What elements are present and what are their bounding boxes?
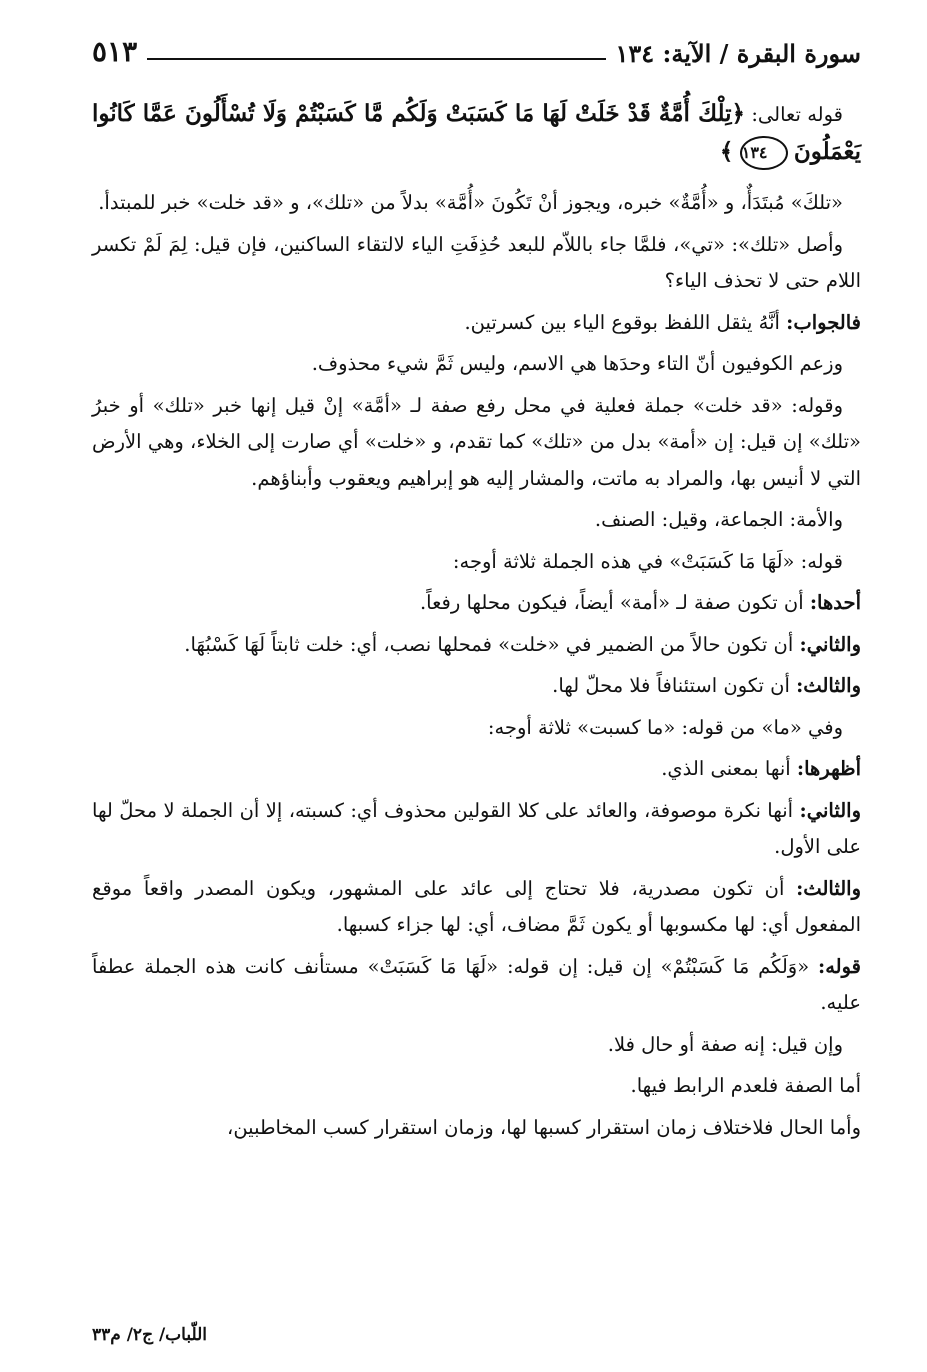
paragraph xyxy=(92,585,861,622)
surah-ayah-title: سورة البقرة / الآية: ١٣٤ xyxy=(615,39,861,68)
paragraph-text: وإن قيل: إنه صفة أو حال فلا. xyxy=(607,1032,843,1056)
paragraph xyxy=(92,227,861,300)
ayah-number-badge: ١٣٤ xyxy=(740,136,788,170)
paragraph-text: وزعم الكوفيون أنّ التاء وحدَها هي الاسم، وليس ثَمَّ شيء محذوف. xyxy=(311,352,843,375)
paragraph-lead: والثالث: xyxy=(796,876,861,900)
paragraph-text: وأصل «تلك»: «تي»، فلمَّا جاء باللاّم للبعد حُذِفَتِ الياء لالتقاء الساكنين، فإن قيل: لِمَ لَمْ تكسر اللام حتى لا تحذف الياء؟ xyxy=(92,232,861,292)
page-body xyxy=(92,96,861,1151)
paragraph xyxy=(92,305,861,342)
paragraph-text: «تلكَ» مُبتَدَأٌ، و «أُمَّةٌ» خبره، ويجوز أنْ تَكُونَ «أُمَّة» بدلاً من «تلك»، و «قد خلت» خبر للمبتدأ. xyxy=(98,191,843,214)
paragraph-lead: والثاني: xyxy=(799,798,861,822)
paragraph xyxy=(92,710,861,747)
paragraph-text: أنها بمعنى الذي. xyxy=(661,757,791,780)
paragraph-text: قوله: «لَهَا مَا كَسَبَتْ» في هذه الجملة ثلاثة أوجه: xyxy=(452,549,843,573)
paragraph xyxy=(92,1027,861,1064)
paragraph-lead: أظهرها: xyxy=(796,757,861,780)
paragraph-lead: والثاني: xyxy=(799,632,861,656)
paragraph-lead: فالجواب: xyxy=(786,310,861,334)
paragraph xyxy=(92,871,861,944)
paragraph xyxy=(92,502,861,539)
paragraph-lead: والثالث: xyxy=(796,674,861,697)
paragraph-lead: قوله: xyxy=(818,954,861,978)
paragraph-text: وأما الحال فلاختلاف زمان استقرار كسبها لها، وزمان استقرار كسب المخاطبين، xyxy=(227,1115,861,1139)
paragraph xyxy=(92,185,861,222)
paragraph xyxy=(92,1110,861,1147)
paragraph xyxy=(92,668,861,705)
paragraph xyxy=(92,949,861,1022)
header-rule xyxy=(147,58,605,60)
paragraph-text: «وَلَكُم مَا كَسَبْتُمْ» إن قيل: إن قوله: «لَهَا مَا كَسَبَتْ» مستأنف كانت هذه الجملة عطفاً عليه. xyxy=(92,954,861,1014)
paragraph-text: أنها نكرة موصوفة، والعائد على كلا القولين محذوف أي: كسبته، إلا أن الجملة لا محلّ لها على الأول. xyxy=(92,798,861,858)
paragraph-text: أنَّهُ يثقل اللفظ بوقوع الياء بين كسرتين. xyxy=(464,310,780,334)
paragraph-text: أن تكون صفة لـ «أمة» أيضاً، فيكون محلها رفعاً. xyxy=(419,591,804,614)
volume-signature: اللّباب/ ج٢/ م٣٣ xyxy=(92,1325,208,1345)
paragraph xyxy=(92,793,861,866)
paragraph xyxy=(92,627,861,664)
paragraph-text: أن تكون مصدرية، فلا تحتاج إلى عائد على المشهور، ويكون المصدر واقعاً موقع المفعول أي: لها مكسوبها أو يكون ثَمَّ مضاف، أي: لها جزاء كسبها. xyxy=(92,876,861,936)
paragraph xyxy=(92,1068,861,1105)
verse-paragraph xyxy=(92,96,861,171)
quran-verse: ﴿تِلْكَ أُمَّةٌ قَدْ خَلَتْ لَهَا مَا كَسَبَتْ وَلَكُم مَّا كَسَبْتُمْ وَلَا تُسْأَلُونَ عَمَّا كَانُوا يَعْمَلُونَ xyxy=(92,100,861,165)
paragraph xyxy=(92,346,861,383)
paragraph xyxy=(92,544,861,581)
paragraph-text: أن تكون حالاً من الضمير في «خلت» فمحلها نصب، أي: خلت ثابتاً لَهَا كَسْبُهَا. xyxy=(184,632,794,656)
paragraph-text: والأمة: الجماعة، وقيل: الصنف. xyxy=(594,508,843,531)
running-header xyxy=(92,26,861,66)
verse-intro: قوله تعالى: xyxy=(751,103,843,126)
paragraph-lead: أحدها: xyxy=(809,591,861,614)
paragraph xyxy=(92,388,861,498)
paragraph-text: أما الصفة فلعدم الرابط فيها. xyxy=(630,1074,861,1097)
paragraph-text: وفي «ما» من قوله: «ما كسبت» ثلاثة أوجه: xyxy=(487,715,843,739)
paragraph-text: وقوله: «قد خلت» جملة فعلية في محل رفع صفة لـ «أمَّة» إنْ قيل إنها خبر «تلك» أو خبرُ «تلك» إن قيل: إن «أمة» بدل من «تلك» كما تقدم، و «خلت» أي صارت إلى الخلاء، وهي الأرض التي لا أنيس بها، والمراد به ماتت، والمشار إليه هو إبراهيم ويعقوب وأبناؤهم. xyxy=(92,393,861,490)
paragraph xyxy=(92,751,861,788)
verse-close-bracket: ﴾ xyxy=(719,137,734,165)
page-number: ٥١٣ xyxy=(92,35,138,68)
paragraph-text: أن تكون استئنافاً فلا محلّ لها. xyxy=(552,674,790,697)
